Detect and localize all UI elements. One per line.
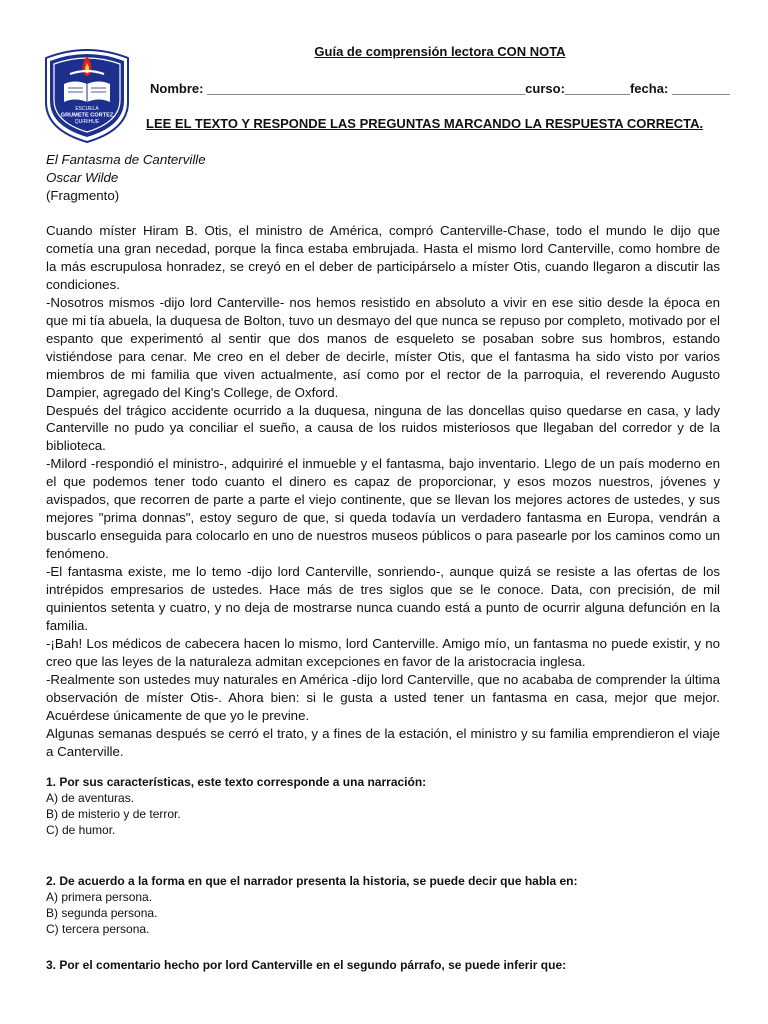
answer-option-c[interactable]: C) tercera persona. — [46, 922, 150, 936]
story-paragraph: -Realmente son ustedes muy naturales en América -dijo lord Canterville, que no acababa de comprender la última observación de míster Otis-. Ahora bien: si le gusta a usted tener un fantasma en casa, mejor que mejor. Acuérdese únicamente de que yo le previne. — [46, 671, 720, 723]
logo-text-bottom: QUIRIHUE — [74, 119, 100, 125]
story-paragraph: Cuando míster Hiram B. Otis, el ministro de América, compró Canterville-Chase, todo el mundo le dijo que cometía una gran necedad, porque la finca estaba embrujada. Hasta el mismo lord Canterville, como hombre de la más escrupulosa honradez, se creyó en el deber de participárselo a míster Otis, cuando llegaron a discutir las condiciones. — [46, 223, 720, 292]
instructions: LEE EL TEXTO Y RESPONDE LAS PREGUNTAS MARCANDO LA RESPUESTA CORRECTA. — [146, 116, 704, 131]
story-paragraph: Después del trágico accidente ocurrido a la duquesa, ninguna de las doncellas quiso quedarse en casa, y lady Canterville no pudo ya conciliar el sueño, a causa de los ruidos misteriosos que llegaban del corredor y de la biblioteca. — [46, 402, 720, 454]
question-text: 2. De acuerdo a la forma en que el narrador presenta la historia, se puede decir que habla en: — [46, 874, 578, 888]
answer-option-b[interactable]: B) de misterio y de terror. — [46, 807, 181, 821]
question-2 — [46, 873, 726, 937]
question-1 — [46, 774, 726, 838]
answer-option-b[interactable]: B) segunda persona. — [46, 906, 158, 920]
school-logo — [40, 44, 134, 144]
story-paragraph: -Milord -respondió el ministro-, adquiriré el inmueble y el fantasma, bajo inventario. Llego de un país moderno en el que podemos tener todo cuanto el dinero es capaz de proporcionar, y esos mozos nuestros, jóvenes y avispados, que recorren de parte a parte el viejo continente, que se llevan los mejores actores de ustedes, y sus mejores "prima donnas", estoy seguro de que, si queda todavía un verdadero fantasma en Europa, vendrán a buscarlo enseguida para colocarlo en uno de nuestros museos públicos o para pasearle por los caminos como un fenómeno. — [46, 456, 720, 562]
story-text — [46, 222, 720, 761]
story-paragraph: Algunas semanas después se cerró el trato, y a fines de la estación, el ministro y su familia emprendieron el viaje a Canterville. — [46, 725, 720, 759]
answer-option-a[interactable]: A) de aventuras. — [46, 791, 135, 805]
question-text: 3. Por el comentario hecho por lord Canterville en el segundo párrafo, se puede inferir que: — [46, 958, 567, 972]
story-paragraph: -¡Bah! Los médicos de cabecera hacen lo mismo, lord Canterville. Amigo mío, un fantasma no puede existir, y no creo que las leyes de la naturaleza admitan excepciones en favor de la aristocracia inglesa. — [46, 635, 720, 669]
answer-option-c[interactable]: C) de humor. — [46, 823, 116, 837]
work-info — [46, 151, 206, 205]
student-info-line[interactable]: Nombre: ____________________________________________curso:_________fecha: ________ — [150, 81, 730, 96]
question-3 — [46, 957, 726, 973]
story-paragraph: -Nosotros mismos -dijo lord Canterville- nos hemos resistido en absoluto a vivir en ese sitio desde la época en que mi tía abuela, la duquesa de Bolton, tuvo un desmayo del que nunca se repuso por completo, motivado por el espanto que experimentó al sentir que dos manos de esqueleto se posaban sobre sus hombros, estando vistiéndose para cenar. Me creo en el deber de decirle, míster Otis, que el fantasma ha sido visto por varios miembros de mi familia que viven actualmente, así como por el rector de la parroquia, el reverendo Augusto Dampier, agregado del King's College, de Oxford. — [46, 294, 720, 400]
question-text: 1. Por sus características, este texto corresponde a una narración: — [46, 775, 427, 789]
answer-option-a[interactable]: A) primera persona. — [46, 890, 153, 904]
logo-text-middle: GRUMETE CORTEZ — [60, 112, 114, 119]
work-author: Oscar Wilde — [46, 170, 119, 185]
work-title: El Fantasma de Canterville — [46, 152, 206, 167]
story-paragraph: -El fantasma existe, me lo temo -dijo lord Canterville, sonriendo-, aunque quizá se resiste a las ofertas de los intrépidos empresarios de ustedes. Hace más de tres siglos que se le conoce. Data, con precisión, de mil quinientos setenta y cuatro, y no deja de mostrarse nunca cuando está a punto de ocurrir alguna defunción en la familia. — [46, 564, 720, 633]
book-icon — [64, 82, 110, 103]
page-title: Guía de comprensión lectora CON NOTA — [314, 44, 566, 59]
logo-text-top: ESCUELA — [75, 106, 99, 112]
work-note: (Fragmento) — [46, 188, 120, 203]
